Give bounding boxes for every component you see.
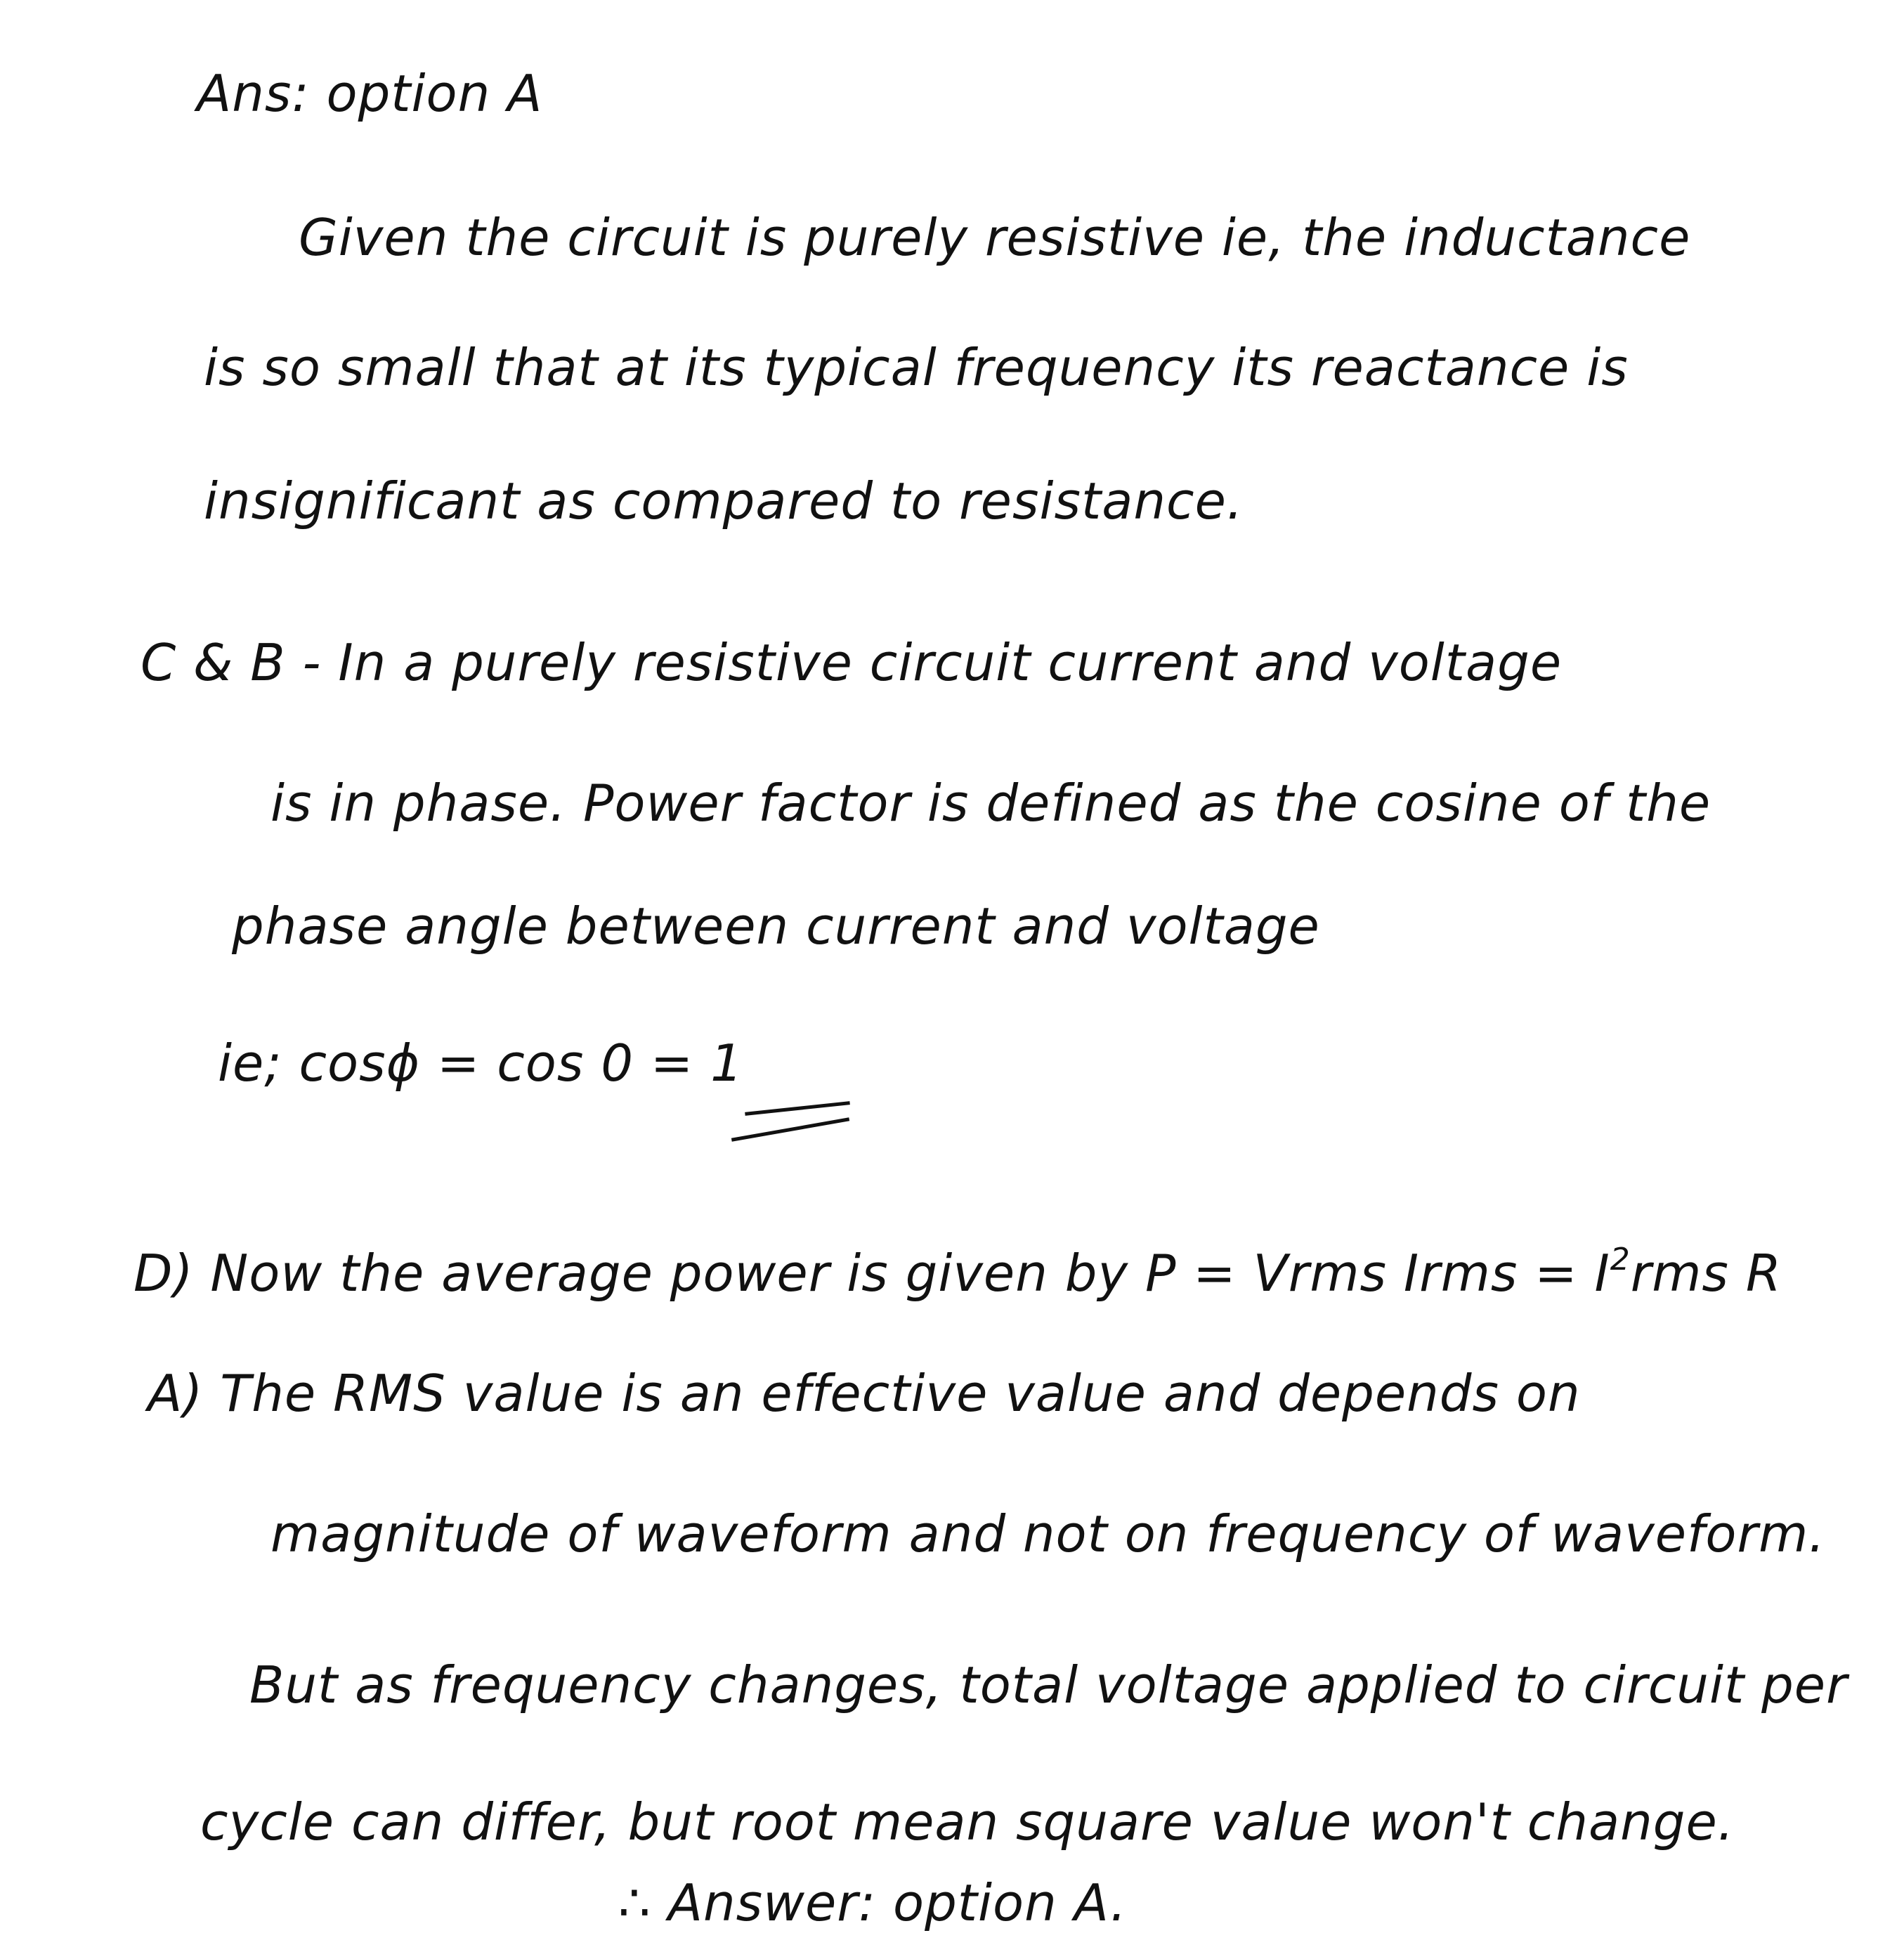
average-power-equation <box>133 1226 1782 1307</box>
text-line-4: C & B - In a purely resistive circuit current and voltage <box>141 633 1563 692</box>
average-power-tail: rms R <box>1630 1244 1782 1303</box>
text-line-1: Given the circuit is purely resistive ie, the inductance <box>299 208 1691 267</box>
average-power-text: D) Now the average power is given by P = Vrms Irms = I <box>133 1244 1610 1303</box>
answer-heading: Ans: option A <box>197 64 543 123</box>
text-line-5: is in phase. Power factor is defined as the cosine of the <box>270 774 1711 833</box>
exponent: 2 <box>1610 1242 1631 1277</box>
text-line-9: A) The RMS value is an effective value and depends on <box>148 1364 1581 1423</box>
text-line-12: cycle can differ, but root mean square value won't change. <box>200 1792 1735 1852</box>
power-factor-equation: ie; cosϕ = cos 0 = 1 <box>218 1034 743 1093</box>
result-double-underline-bottom <box>731 1117 849 1141</box>
text-line-10: magnitude of waveform and not on frequency of waveform. <box>270 1504 1826 1563</box>
final-answer: ∴ Answer: option A. <box>618 1873 1128 1932</box>
result-double-underline-top <box>745 1101 850 1116</box>
text-line-11: But as frequency changes, total voltage applied to circuit per <box>249 1655 1848 1714</box>
text-line-2: is so small that at its typical frequency its reactance is <box>204 338 1629 397</box>
text-line-3: insignificant as compared to resistance. <box>204 471 1244 531</box>
text-line-6: phase angle between current and voltage <box>232 897 1320 956</box>
